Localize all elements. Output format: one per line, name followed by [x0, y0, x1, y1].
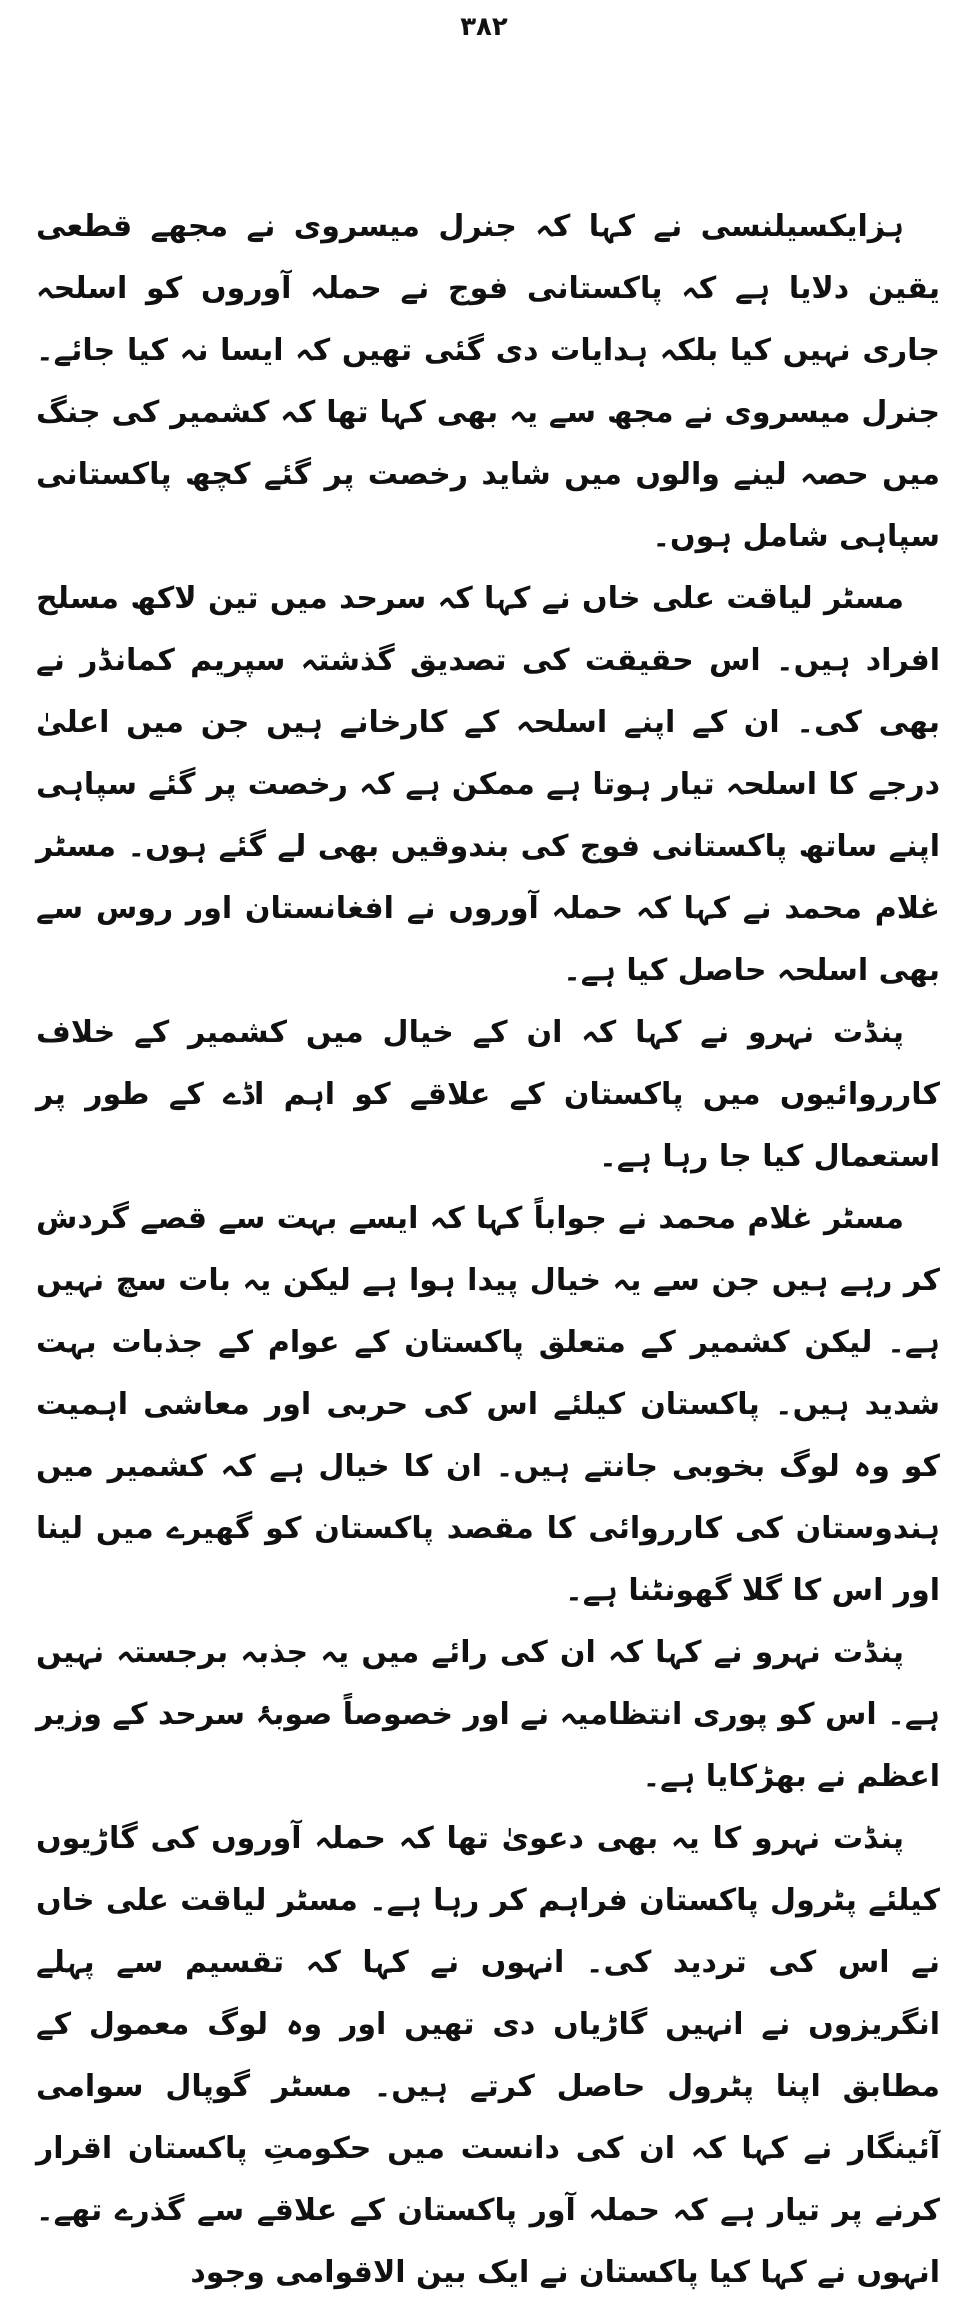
paragraph-4: مسٹر غلام محمد نے جواباً کہا کہ ایسے بہت سے قصے گردش کر رہے ہیں جن سے یہ خیال پیدا ہوا ہے لیکن یہ بات سچ نہیں ہے۔ لیکن کشمیر کے متعلق پاکستان کے عوام کے جذبات بہت شدید ہیں۔ پاکستان کیلئے اس کی حربی اور معاشی اہمیت کو وہ لوگ بخوبی جانتے ہیں۔ ان کا خیال ہے کہ کشمیر میں ہندوستان کی کارروائی کا مقصد پاکستان کو گھیرے میں لینا اور اس کا گلا گھونٹنا ہے۔ [36, 1201, 940, 1608]
page-text [36, 196, 940, 2304]
paragraph-6: پنڈت نہرو کا یہ بھی دعویٰ تھا کہ حملہ آوروں کی گاڑیوں کیلئے پٹرول پاکستان فراہم کر رہا ہے۔ مسٹر لیاقت علی خاں نے اس کی تردید کی۔ انہوں نے کہا کہ تقسیم سے پہلے انگریزوں نے انہیں گاڑیاں دی تھیں اور وہ لوگ معمول کے مطابق اپنا پٹرول حاصل کرتے ہیں۔ مسٹر گوپال سوامی آئینگار نے کہا کہ ان کی دانست میں حکومتِ پاکستان اقرار کرنے پر تیار ہے کہ حملہ آور پاکستان کے علاقے سے گذرے تھے۔ انہوں نے کہا کیا پاکستان نے ایک بین الاقوامی وجود [36, 1821, 940, 2290]
paragraph-1: ہزایکسیلنسی نے کہا کہ جنرل میسروی نے مجھے قطعی یقین دلایا ہے کہ پاکستانی فوج نے حملہ آوروں کو اسلحہ جاری نہیں کیا بلکہ ہدایات دی گئی تھیں کہ ایسا نہ کیا جائے۔ جنرل میسروی نے مجھ سے یہ بھی کہا تھا کہ کشمیر کی جنگ میں حصہ لینے والوں میں شاید رخصت پر گئے کچھ پاکستانی سپاہی شامل ہوں۔ [36, 209, 940, 554]
paragraph-5: پنڈت نہرو نے کہا کہ ان کی رائے میں یہ جذبہ برجستہ نہیں ہے۔ اس کو پوری انتظامیہ نے اور خصوصاً صوبۂ سرحد کے وزیر اعظم نے بھڑکایا ہے۔ [36, 1635, 940, 1794]
paragraph-2: مسٹر لیاقت علی خاں نے کہا کہ سرحد میں تین لاکھ مسلح افراد ہیں۔ اس حقیقت کی تصدیق گذشتہ سپریم کمانڈر نے بھی کی۔ ان کے اپنے اسلحہ کے کارخانے ہیں جن میں اعلیٰ درجے کا اسلحہ تیار ہوتا ہے ممکن ہے کہ رخصت پر گئے سپاہی اپنے ساتھ پاکستانی فوج کی بندوقیں بھی لے گئے ہوں۔ مسٹر غلام محمد نے کہا کہ حملہ آوروں نے افغانستان اور روس سے بھی اسلحہ حاصل کیا ہے۔ [36, 581, 940, 988]
page-number: ۳۸۲ [460, 12, 508, 42]
paragraph-3: پنڈت نہرو نے کہا کہ ان کے خیال میں کشمیر کے خلاف کارروائیوں میں پاکستان کے علاقے کو اہم اڈے کے طور پر استعمال کیا جا رہا ہے۔ [36, 1015, 940, 1174]
